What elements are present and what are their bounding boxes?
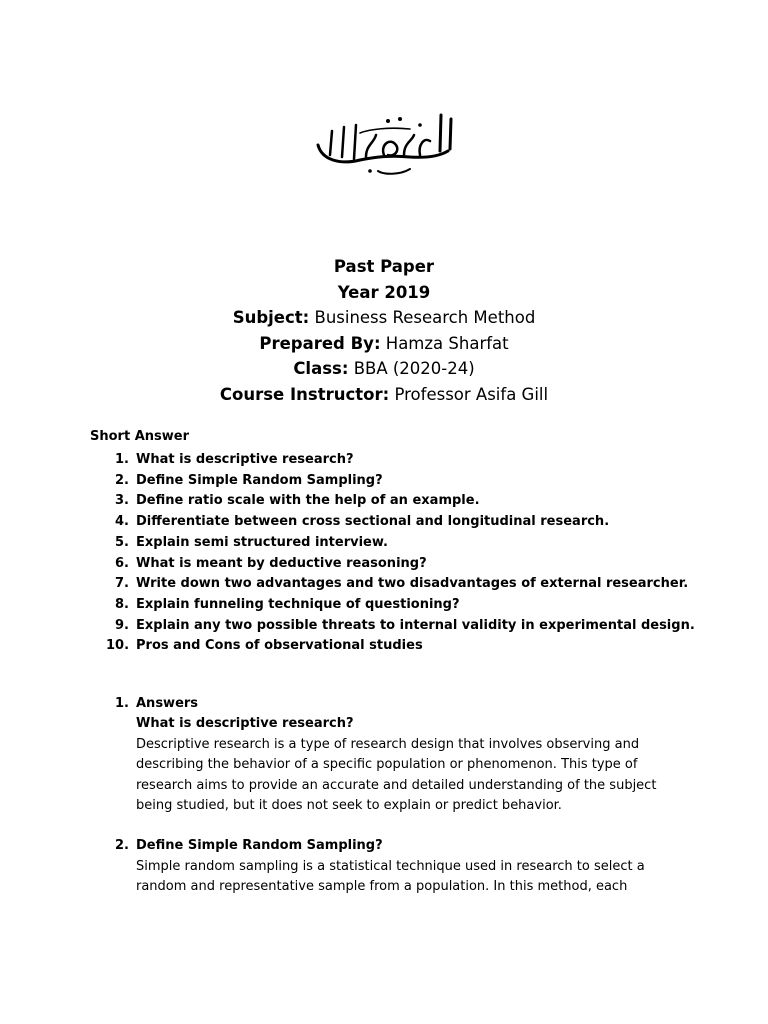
question-text: Explain semi structured interview.	[136, 534, 388, 550]
arabic-calligraphy-image	[300, 105, 460, 180]
question-number: 5.	[115, 534, 129, 550]
document-header	[0, 254, 768, 407]
answer-line: Descriptive research is a type of research design that involves observing and	[136, 736, 640, 752]
instructor-line	[0, 382, 768, 408]
instructor-value: Professor Asifa Gill	[389, 384, 549, 404]
question-number: 4.	[115, 514, 129, 530]
question-number: 9.	[115, 617, 129, 633]
question-list	[106, 450, 726, 657]
question-item	[106, 512, 726, 533]
answer-item	[106, 694, 706, 816]
prepared-by-label: Prepared By:	[259, 333, 381, 353]
question-item	[106, 574, 726, 595]
answer-body	[136, 694, 676, 816]
question-text: Define Simple Random Sampling?	[136, 472, 383, 488]
page-title: Past Paper	[333, 257, 435, 276]
question-text: Write down two advantages and two disadvantages of external researcher.	[136, 576, 689, 592]
question-item	[106, 554, 726, 575]
answer-line: describing the behavior of a specific population or phenomenon. This type of	[136, 757, 638, 773]
prepared-by-value: Hamza Sharfat	[380, 333, 509, 353]
question-item	[106, 533, 726, 554]
question-item	[106, 595, 726, 616]
question-text: Define ratio scale with the help of an example.	[136, 493, 480, 509]
answers-section	[106, 694, 706, 898]
answer-item	[106, 836, 706, 897]
answer-line: being studied, but it does not seek to explain or predict behavior.	[136, 798, 562, 814]
question-number: 1.	[115, 452, 129, 467]
question-text: What is meant by deductive reasoning?	[136, 555, 427, 571]
answer-line: research aims to provide an accurate and detailed understanding of the subject	[136, 777, 657, 793]
answers-heading: Answers	[136, 696, 199, 711]
answer-body	[136, 836, 676, 897]
subject-value: Business Research Method	[309, 308, 536, 327]
question-item	[106, 491, 726, 512]
question-number: 3.	[115, 493, 129, 509]
question-number: 8.	[115, 596, 129, 612]
instructor-label: Course Instructor:	[219, 384, 390, 404]
question-text: Differentiate between cross sectional and longitudinal research.	[136, 514, 610, 530]
answer-question: What is descriptive research?	[136, 716, 354, 732]
year-line: Year 2019	[337, 282, 431, 302]
class-value: BBA (2020-24)	[348, 359, 475, 378]
answer-number: 2.	[115, 838, 129, 854]
subject-label: Subject:	[232, 308, 310, 327]
question-item	[106, 450, 726, 471]
question-number: 6.	[115, 555, 129, 571]
prepared-by-line	[0, 331, 768, 357]
question-text: What is descriptive research?	[136, 452, 354, 467]
answer-line: random and representative sample from a population. In this method, each	[136, 879, 628, 895]
answer-number: 1.	[115, 696, 129, 711]
class-label: Class:	[293, 359, 349, 378]
class-line	[0, 356, 768, 382]
question-number: 7.	[115, 576, 129, 592]
subject-line	[0, 305, 768, 331]
question-item	[106, 616, 726, 637]
question-text: Pros and Cons of observational studies	[136, 638, 423, 654]
question-text: Explain any two possible threats to internal validity in experimental design.	[136, 617, 695, 633]
question-item	[106, 471, 726, 492]
question-text: Explain funneling technique of questioning?	[136, 596, 460, 612]
question-number: 10.	[106, 638, 130, 654]
question-number: 2.	[115, 472, 129, 488]
answer-question: Define Simple Random Sampling?	[136, 838, 383, 854]
question-item	[106, 636, 726, 657]
answer-line: Simple random sampling is a statistical technique used in research to select a	[136, 858, 645, 874]
short-answer-heading: Short Answer	[90, 429, 189, 444]
